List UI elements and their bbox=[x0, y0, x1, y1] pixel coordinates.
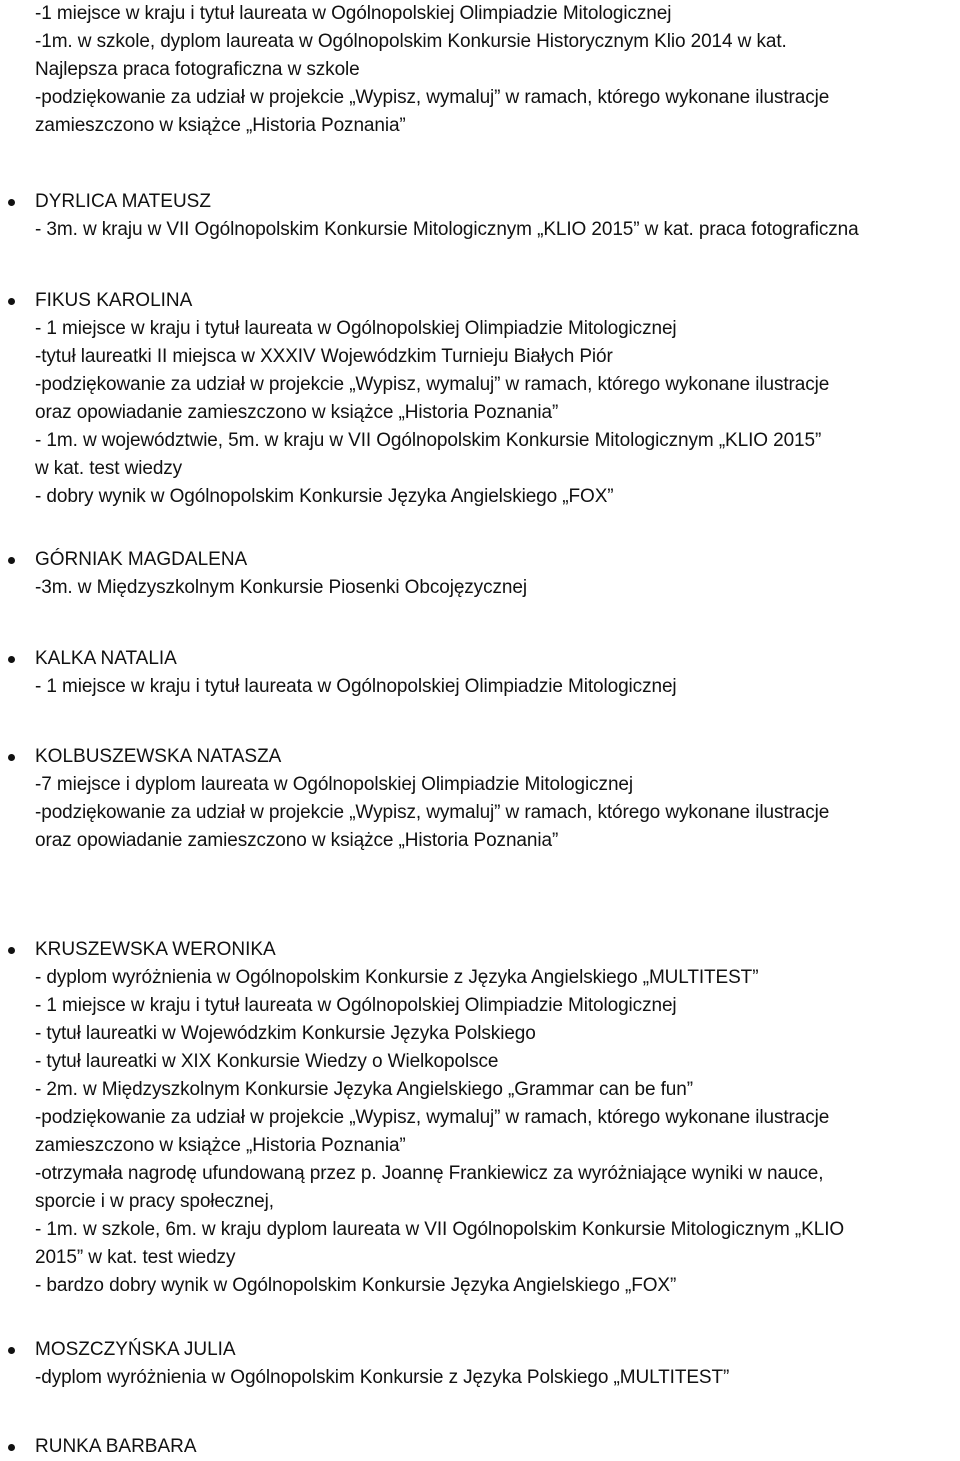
achievement-line: w kat. test wiedzy bbox=[35, 458, 183, 479]
achievement-line: - 1 miejsce w kraju i tytuł laureata w Ogólnopolskiej Olimpiadzie Mitologicznej bbox=[35, 995, 677, 1016]
achievement-line: - 1 miejsce w kraju i tytuł laureata w Ogólnopolskiej Olimpiadzie Mitologicznej bbox=[35, 318, 677, 339]
achievement-line: - tytuł laureatki w Wojewódzkim Konkursie Języka Polskiego bbox=[35, 1023, 536, 1044]
achievement-line: - 2m. w Międzyszkolnym Konkursie Języka Angielskiego „Grammar can be fun” bbox=[35, 1079, 693, 1100]
achievement-line: zamieszczono w książce „Historia Poznania” bbox=[35, 1135, 406, 1156]
student-name: MOSZCZYŃSKA JULIA bbox=[35, 1339, 236, 1360]
bullet-icon bbox=[8, 199, 15, 206]
achievement-line: -podziękowanie za udział w projekcie „Wypisz, wymaluj” w ramach, którego wykonane ilustracje bbox=[35, 374, 830, 395]
achievement-line: -7 miejsce i dyplom laureata w Ogólnopolskiej Olimpiadzie Mitologicznej bbox=[35, 774, 633, 795]
student-name: KALKA NATALIA bbox=[35, 648, 177, 669]
intro-line: -1 miejsce w kraju i tytuł laureata w Ogólnopolskiej Olimpiadzie Mitologicznej bbox=[35, 3, 672, 24]
student-name: GÓRNIAK MAGDALENA bbox=[35, 549, 248, 570]
intro-line: zamieszczono w książce „Historia Poznania” bbox=[35, 115, 406, 136]
bullet-icon bbox=[8, 754, 15, 761]
achievement-line: - bardzo dobry wynik w Ogólnopolskim Konkursie Języka Angielskiego „FOX” bbox=[35, 1275, 677, 1296]
student-name: KRUSZEWSKA WERONIKA bbox=[35, 939, 276, 960]
achievement-line: sporcie i w pracy społecznej, bbox=[35, 1191, 274, 1212]
student-name: DYRLICA MATEUSZ bbox=[35, 191, 211, 212]
intro-line: Najlepsza praca fotograficzna w szkole bbox=[35, 59, 360, 80]
bullet-icon bbox=[8, 557, 15, 564]
achievement-line: - dyplom wyróżnienia w Ogólnopolskim Konkursie z Języka Angielskiego „MULTITEST” bbox=[35, 967, 759, 988]
bullet-icon bbox=[8, 1444, 15, 1451]
student-name: RUNKA BARBARA bbox=[35, 1436, 197, 1457]
achievement-line: -dyplom wyróżnienia w Ogólnopolskim Konkursie z Języka Polskiego „MULTITEST” bbox=[35, 1367, 730, 1388]
achievement-line: - 1 miejsce w kraju i tytuł laureata w Ogólnopolskiej Olimpiadzie Mitologicznej bbox=[35, 676, 677, 697]
student-name: KOLBUSZEWSKA NATASZA bbox=[35, 746, 282, 767]
achievement-line: -podziękowanie za udział w projekcie „Wypisz, wymaluj” w ramach, którego wykonane ilustracje bbox=[35, 802, 830, 823]
achievement-line: - 3m. w kraju w VII Ogólnopolskim Konkursie Mitologicznym „KLIO 2015” w kat. praca fotograficzna bbox=[35, 219, 859, 240]
intro-line: -podziękowanie za udział w projekcie „Wypisz, wymaluj” w ramach, którego wykonane ilustracje bbox=[35, 87, 830, 108]
achievement-line: -otrzymała nagrodę ufundowaną przez p. Joannę Frankiewicz za wyróżniające wyniki w nauce, bbox=[35, 1163, 824, 1184]
achievement-line: oraz opowiadanie zamieszczono w książce „Historia Poznania” bbox=[35, 830, 559, 851]
bullet-icon bbox=[8, 298, 15, 305]
achievement-line: -3m. w Międzyszkolnym Konkursie Piosenki Obcojęzycznej bbox=[35, 577, 527, 598]
achievement-line: - 1m. w województwie, 5m. w kraju w VII Ogólnopolskim Konkursie Mitologicznym „KLIO 2015” bbox=[35, 430, 822, 451]
achievement-line: -podziękowanie za udział w projekcie „Wypisz, wymaluj” w ramach, którego wykonane ilustracje bbox=[35, 1107, 830, 1128]
bullet-icon bbox=[8, 656, 15, 663]
student-name: FIKUS KAROLINA bbox=[35, 290, 193, 311]
achievement-line: -tytuł laureatki II miejsca w XXXIV Wojewódzkim Turnieju Białych Piór bbox=[35, 346, 613, 367]
achievement-line: 2015” w kat. test wiedzy bbox=[35, 1247, 236, 1268]
bullet-icon bbox=[8, 1347, 15, 1354]
achievement-line: oraz opowiadanie zamieszczono w książce „Historia Poznania” bbox=[35, 402, 559, 423]
achievement-line: - 1m. w szkole, 6m. w kraju dyplom laureata w VII Ogólnopolskim Konkursie Mitologicznym „KLIO bbox=[35, 1219, 845, 1240]
achievement-line: - dobry wynik w Ogólnopolskim Konkursie Języka Angielskiego „FOX” bbox=[35, 486, 614, 507]
achievement-line: - tytuł laureatki w XIX Konkursie Wiedzy o Wielkopolsce bbox=[35, 1051, 499, 1072]
bullet-icon bbox=[8, 947, 15, 954]
intro-line: -1m. w szkole, dyplom laureata w Ogólnopolskim Konkursie Historycznym Klio 2014 w kat. bbox=[35, 31, 787, 52]
